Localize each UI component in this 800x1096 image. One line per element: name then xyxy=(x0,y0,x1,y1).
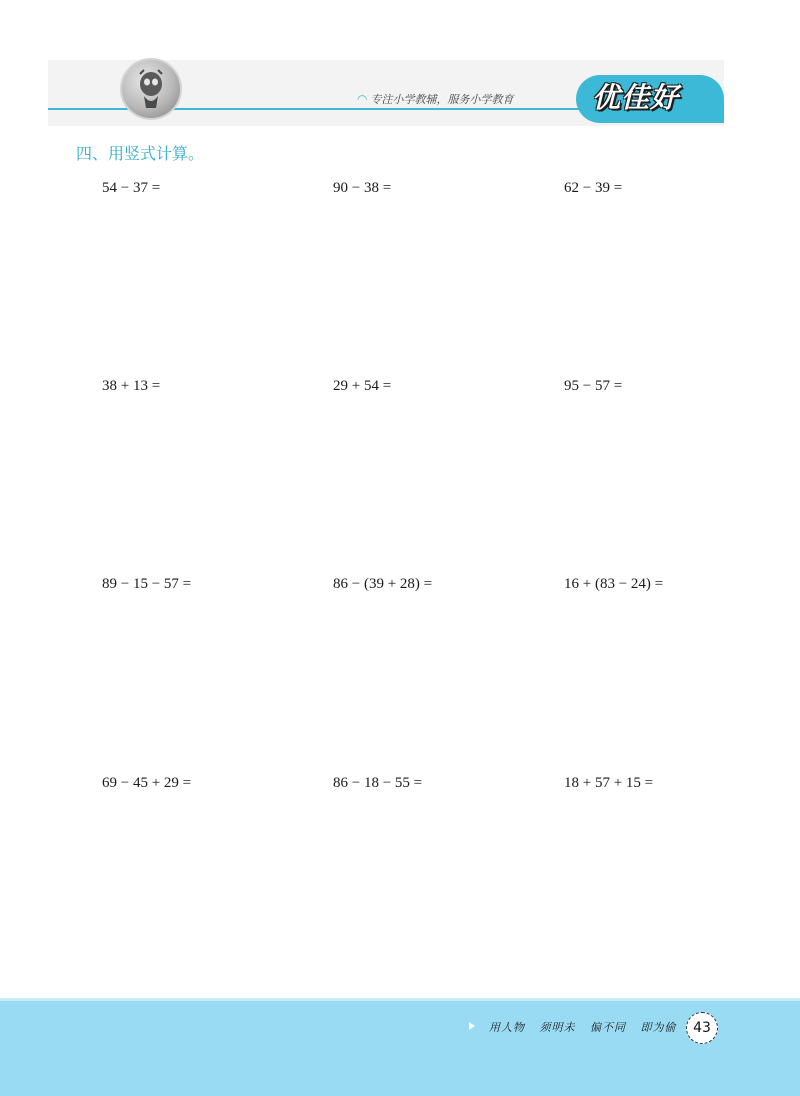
triangle-arrow-icon xyxy=(469,1022,475,1030)
problem-2-3: 95 − 57 = xyxy=(564,378,623,394)
problem-4-3: 18 + 57 + 15 = xyxy=(564,775,654,791)
mascot-icon xyxy=(120,58,182,120)
problem-1-1: 54 − 37 = xyxy=(102,180,161,196)
problem-2-1: 38 + 13 = xyxy=(102,378,161,394)
footer-motto: 用人物 须明未 偏不同 即为偷 xyxy=(489,1021,677,1034)
footer-band xyxy=(0,998,800,1096)
brand-logo: 优佳好 xyxy=(592,81,680,114)
problem-3-2: 86 − (39 + 28) = xyxy=(333,576,433,592)
slogan-text: 专注小学教辅，服务小学教育 xyxy=(370,93,514,106)
page-number: 43 xyxy=(686,1012,718,1044)
section-title: 四、用竖式计算。 xyxy=(76,144,205,163)
problem-1-3: 62 − 39 = xyxy=(564,180,623,196)
problem-3-1: 89 − 15 − 57 = xyxy=(102,576,192,592)
problem-1-2: 90 − 38 = xyxy=(333,180,392,196)
problem-4-2: 86 − 18 − 55 = xyxy=(333,775,423,791)
problem-4-1: 69 − 45 + 29 = xyxy=(102,775,192,791)
problem-3-3: 16 + (83 − 24) = xyxy=(564,576,664,592)
problem-2-2: 29 + 54 = xyxy=(333,378,392,394)
signal-icon: ◠ xyxy=(357,92,368,106)
header-slogan xyxy=(357,91,513,107)
